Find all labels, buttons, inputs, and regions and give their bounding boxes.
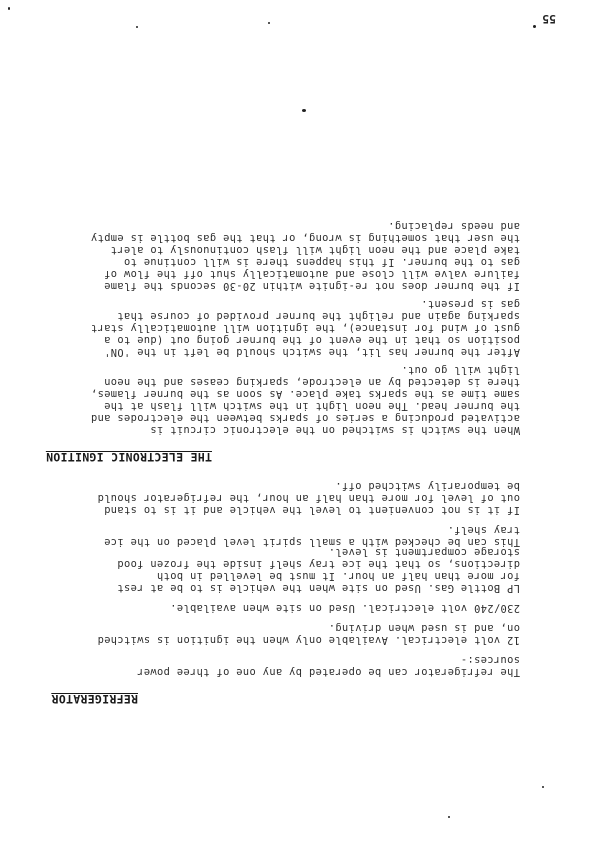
ignition-line: If the burner does not re-ignite within 20-30 seconds the flame	[103, 280, 520, 292]
scan-speck	[302, 109, 306, 112]
ignition-line: the user that something is wrong, or that the gas bottle is empty	[90, 232, 520, 244]
refrigerator-line: LP Bottle Gas. Used on site when the vehicle is to be at rest	[117, 582, 520, 594]
ignition-line: When the switch is switched on the electronic circuit is	[150, 424, 520, 436]
scan-speck	[8, 7, 10, 10]
ignition-line: gas to the burner. If this happens there is will continue to	[123, 256, 520, 268]
refrigerator-line: be temporarily switched off.	[335, 480, 520, 492]
refrigerator-line: sources:-	[460, 654, 520, 666]
page-number: 55	[542, 12, 556, 26]
refrigerator-line: for more than half an hour. It must be levelled in both	[156, 570, 520, 582]
refrigerator-line: out of level for more than half an hour, the refrigerator should	[97, 492, 520, 504]
ignition-line: gas is present.	[420, 298, 520, 310]
scan-speck	[136, 26, 138, 28]
electronic-ignition-heading: THE ELECTRONIC IGNITION	[45, 450, 212, 464]
ignition-line: After the burner has lit, the switch should be left in the 'ON'	[103, 346, 520, 358]
ignition-line: the burner head. The neon light in the switch will flash at the	[103, 400, 520, 412]
refrigerator-line: 230/240 volt electrical. Used on site when available.	[169, 602, 520, 614]
ignition-line: and needs replacing.	[387, 220, 520, 232]
refrigerator-line: on, and is used when driving.	[328, 622, 520, 634]
refrigerator-line: 12 volt electrical. Available only when the ignition is switched	[97, 634, 520, 646]
refrigerator-line: storage compartment is level.	[328, 546, 520, 558]
scan-speck	[448, 816, 450, 818]
scan-speck	[268, 22, 270, 24]
ignition-line: take place and the neon light will flash continuously to alert	[110, 244, 520, 256]
ignition-line: there is detected by an electrode, sparking ceases and the neon	[103, 376, 520, 388]
ignition-line: position so that in the event of the burner going out (due to a	[103, 334, 520, 346]
refrigerator-line: If it is not convenient to level the vehicle and it is to stand	[103, 504, 520, 516]
ignition-line: same time as the sparks take place. As soon as the burner flames,	[90, 388, 520, 400]
ignition-line: failure valve will close and automatically shut off the flow of	[103, 268, 520, 280]
refrigerator-heading: REFRIGERATOR	[51, 692, 138, 706]
ignition-line: sparking again and relight the burner provided of course that	[117, 310, 520, 322]
refrigerator-line: tray shelf.	[447, 524, 520, 536]
scan-speck	[542, 786, 544, 788]
refrigerator-line: This can be checked with a small spirit level placed on the ice	[103, 536, 520, 548]
ignition-line: activated producing a series of sparks between the electrodes and	[90, 412, 520, 424]
refrigerator-line: The refrigerator can be operated by any one of three power	[136, 666, 520, 678]
ignition-line: light will go out.	[401, 364, 520, 376]
scan-speck	[533, 25, 536, 28]
refrigerator-line: directions, so that the ice tray shelf inside the frozen food	[117, 558, 520, 570]
ignition-line: gust of wind for instance), the ignition will automatically start	[90, 322, 520, 334]
